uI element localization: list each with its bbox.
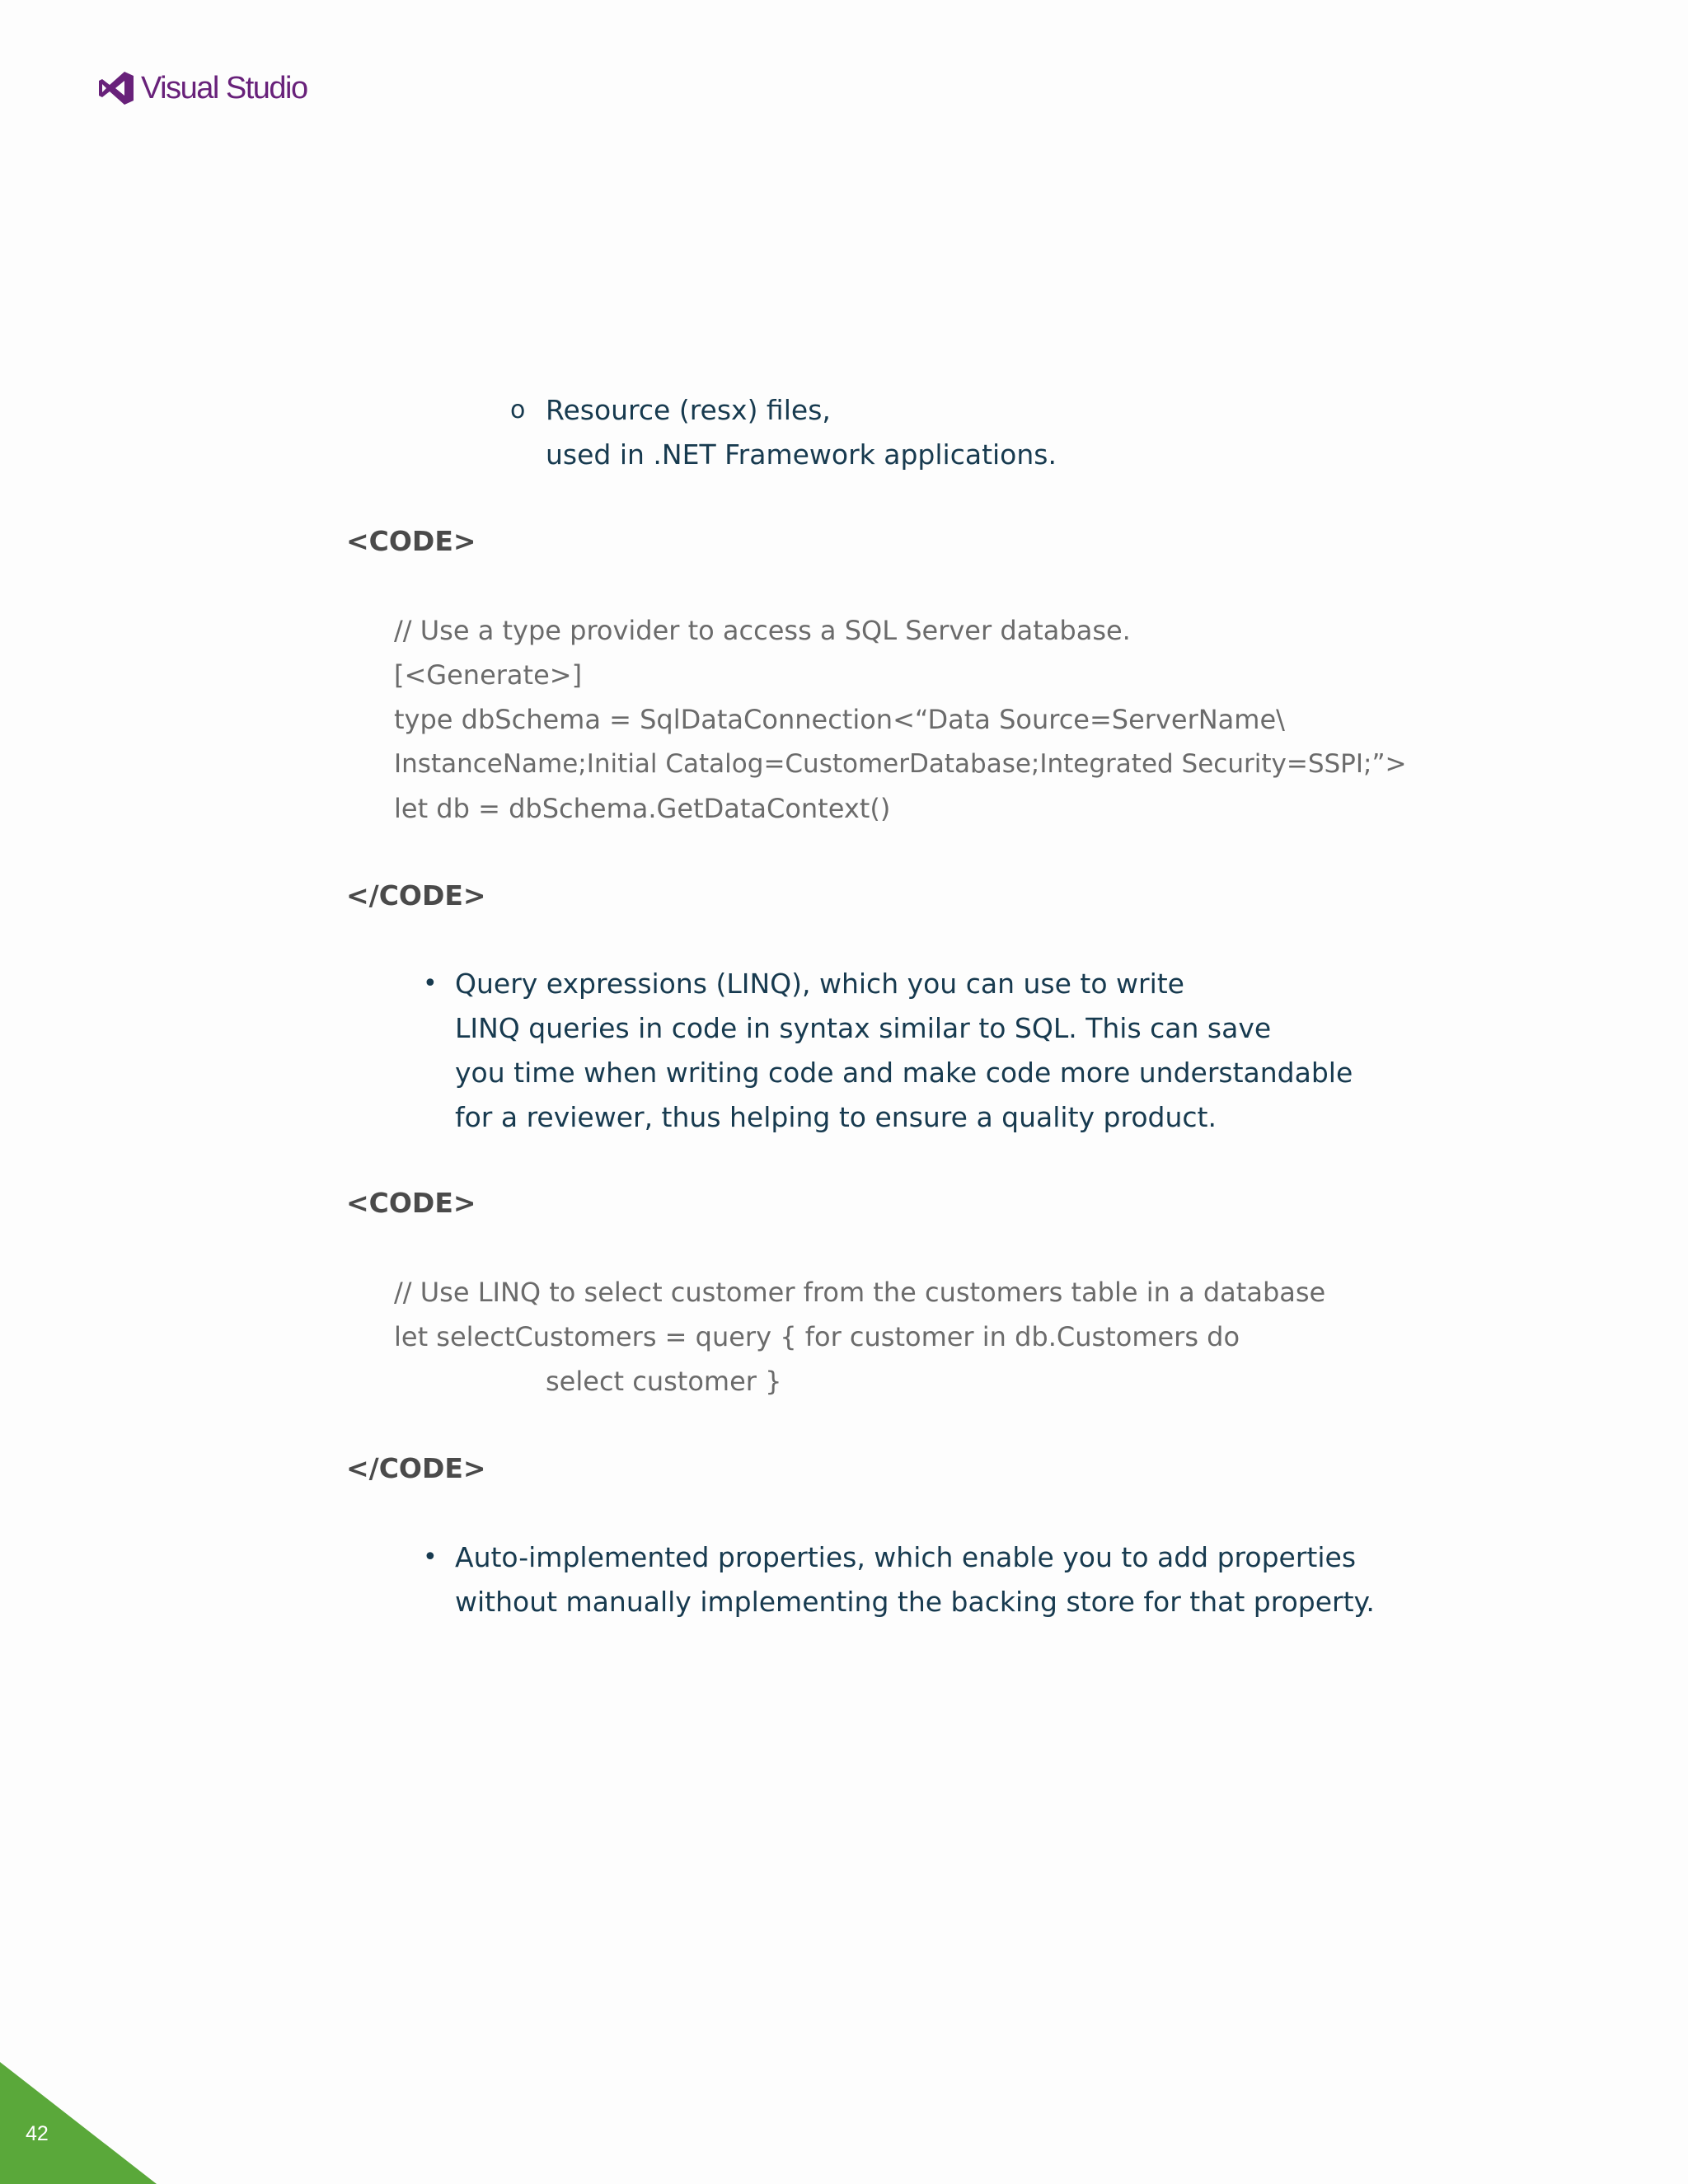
- bullet-line: Auto-implemented properties, which enable you to add properties: [455, 1541, 1357, 1573]
- code-open-tag: <CODE>: [346, 1187, 476, 1219]
- bullet-line: without manually implementing the backing store for that property.: [455, 1586, 1375, 1618]
- bullet-line: LINQ queries in code in syntax similar to SQL. This can save: [455, 1012, 1272, 1044]
- code-line: InstanceName;Initial Catalog=CustomerDatabase;Integrated Security=SSPI;”>: [394, 749, 1407, 779]
- code-close-tag: </CODE>: [346, 1452, 486, 1484]
- sub-bullet-marker: o: [510, 396, 526, 424]
- code-close-tag: </CODE>: [346, 879, 486, 912]
- code-line: [<Generate>]: [394, 659, 583, 691]
- visual-studio-logo-icon: [98, 71, 134, 105]
- sub-bullet-line: Resource (resx) files,: [546, 394, 831, 426]
- page-number: 42: [26, 2122, 49, 2145]
- logo-text: Visual Studio: [141, 71, 307, 105]
- bullet-line: for a reviewer, thus helping to ensure a quality product.: [455, 1101, 1217, 1133]
- code-line: let selectCustomers = query { for customer in db.Customers do: [394, 1321, 1240, 1352]
- bullet-line: you time when writing code and make code more understandable: [455, 1057, 1353, 1089]
- visual-studio-logo: [98, 69, 307, 107]
- code-open-tag: <CODE>: [346, 525, 476, 557]
- bullet-line: Query expressions (LINQ), which you can use to write: [455, 968, 1184, 1000]
- code-line: let db = dbSchema.GetDataContext(): [394, 793, 891, 824]
- bullet-marker: •: [423, 1543, 438, 1572]
- code-line: select customer }: [546, 1366, 782, 1397]
- code-line: // Use LINQ to select customer from the customers table in a database: [394, 1277, 1326, 1308]
- page-corner-triangle: [0, 2062, 157, 2184]
- code-line: // Use a type provider to access a SQL Server database.: [394, 615, 1131, 646]
- sub-bullet-line: used in .NET Framework applications.: [546, 438, 1057, 471]
- code-line: type dbSchema = SqlDataConnection<“Data Source=ServerName\: [394, 704, 1285, 735]
- bullet-marker: •: [423, 969, 438, 998]
